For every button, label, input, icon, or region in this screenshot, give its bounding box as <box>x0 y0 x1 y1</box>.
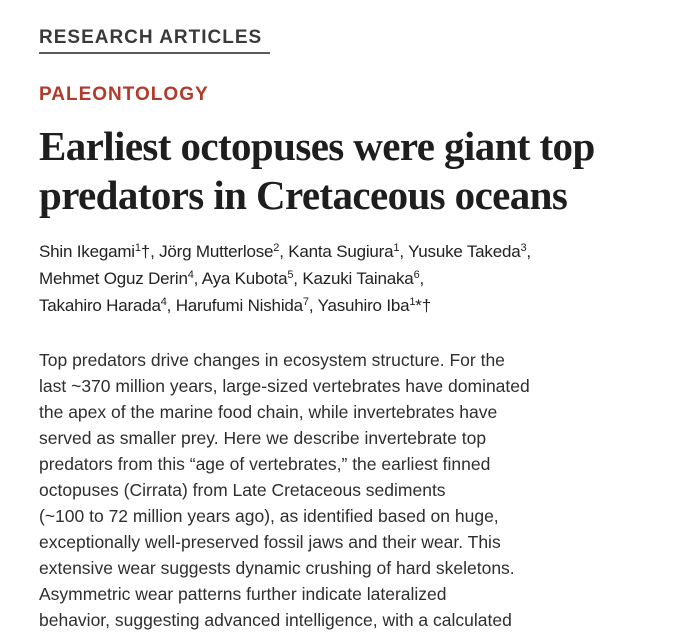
author <box>159 242 288 261</box>
affiliation-mark: 1 <box>134 242 141 254</box>
author <box>302 269 424 288</box>
affiliation-mark: 4 <box>187 269 194 281</box>
abstract-line: Asymmetric wear patterns further indicate lateralized <box>39 584 447 604</box>
author-separator: , <box>399 242 409 261</box>
author-separator: , <box>193 269 202 288</box>
abstract-line: served as smaller prey. Here we describe invertebrate top <box>39 428 487 448</box>
author-line <box>39 265 669 292</box>
author-separator: , <box>293 269 303 288</box>
author <box>408 242 531 261</box>
affiliation-mark: 3 <box>520 242 527 254</box>
topic-label: PALEONTOLOGY <box>39 84 209 105</box>
article-title <box>39 122 659 220</box>
author-separator: , <box>526 242 531 261</box>
author-name: Kanta Sugiura <box>288 242 394 261</box>
abstract-line: the apex of the marine food chain, while invertebrates have <box>39 402 498 422</box>
author <box>202 269 303 288</box>
section-underline <box>39 52 270 54</box>
abstract-line: behavior, suggesting advanced intelligence, with a calculated <box>39 610 512 630</box>
abstract-line: extensive wear suggests dynamic crushing of hard skeletons. <box>39 558 515 578</box>
abstract-line: octopuses (Cirrata) from Late Cretaceous sediments <box>39 480 446 500</box>
abstract-line: predators from this “age of vertebrates,” the earliest finned <box>39 454 491 474</box>
author-separator: , <box>419 269 425 288</box>
affiliation-mark: 5 <box>287 269 294 281</box>
author-name: Yasuhiro Iba <box>317 296 410 315</box>
author-name: Aya Kubota <box>201 269 288 288</box>
author <box>176 296 318 315</box>
author-name: Mehmet Oguz Derin <box>39 269 188 288</box>
author <box>39 296 176 315</box>
author <box>288 242 408 261</box>
author-line <box>39 238 669 265</box>
abstract-line: exceptionally well-preserved fossil jaws and their wear. This <box>39 532 501 552</box>
author <box>39 242 159 261</box>
author-line <box>39 292 669 319</box>
author-separator: , <box>166 296 176 315</box>
author <box>39 269 202 288</box>
title-line: predators in Cretaceous oceans <box>39 172 568 218</box>
author-name: Harufumi Nishida <box>175 296 303 315</box>
affiliation-mark: 7 <box>302 296 309 308</box>
author-separator: , <box>308 296 318 315</box>
author-separator: , <box>150 242 160 261</box>
abstract-line: (~100 to 72 million years ago), as identified based on huge, <box>39 506 499 526</box>
affiliation-mark: 4 <box>160 296 167 308</box>
title-line: Earliest octopuses were giant top <box>39 123 595 169</box>
author-name: Yusuke Takeda <box>408 242 521 261</box>
affiliation-mark: 1 <box>393 242 400 254</box>
author-name: Shin Ikegami <box>39 242 135 261</box>
author <box>318 296 431 315</box>
author-name: Takahiro Harada <box>39 296 161 315</box>
abstract <box>39 347 669 633</box>
author-note-mark: † <box>140 242 151 261</box>
affiliation-mark: 6 <box>413 269 420 281</box>
section-label: RESEARCH ARTICLES <box>39 27 263 48</box>
author-name: Jörg Mutterlose <box>159 242 274 261</box>
author-separator: , <box>279 242 289 261</box>
affiliation-mark: 1 <box>409 296 416 308</box>
abstract-line: last ~370 million years, large-sized vertebrates have dominated <box>39 376 530 396</box>
affiliation-mark: 2 <box>273 242 280 254</box>
author-note-mark: *† <box>415 296 431 315</box>
author-name: Kazuki Tainaka <box>302 269 414 288</box>
author-list <box>39 238 669 319</box>
abstract-line: Top predators drive changes in ecosystem structure. For the <box>39 350 505 370</box>
